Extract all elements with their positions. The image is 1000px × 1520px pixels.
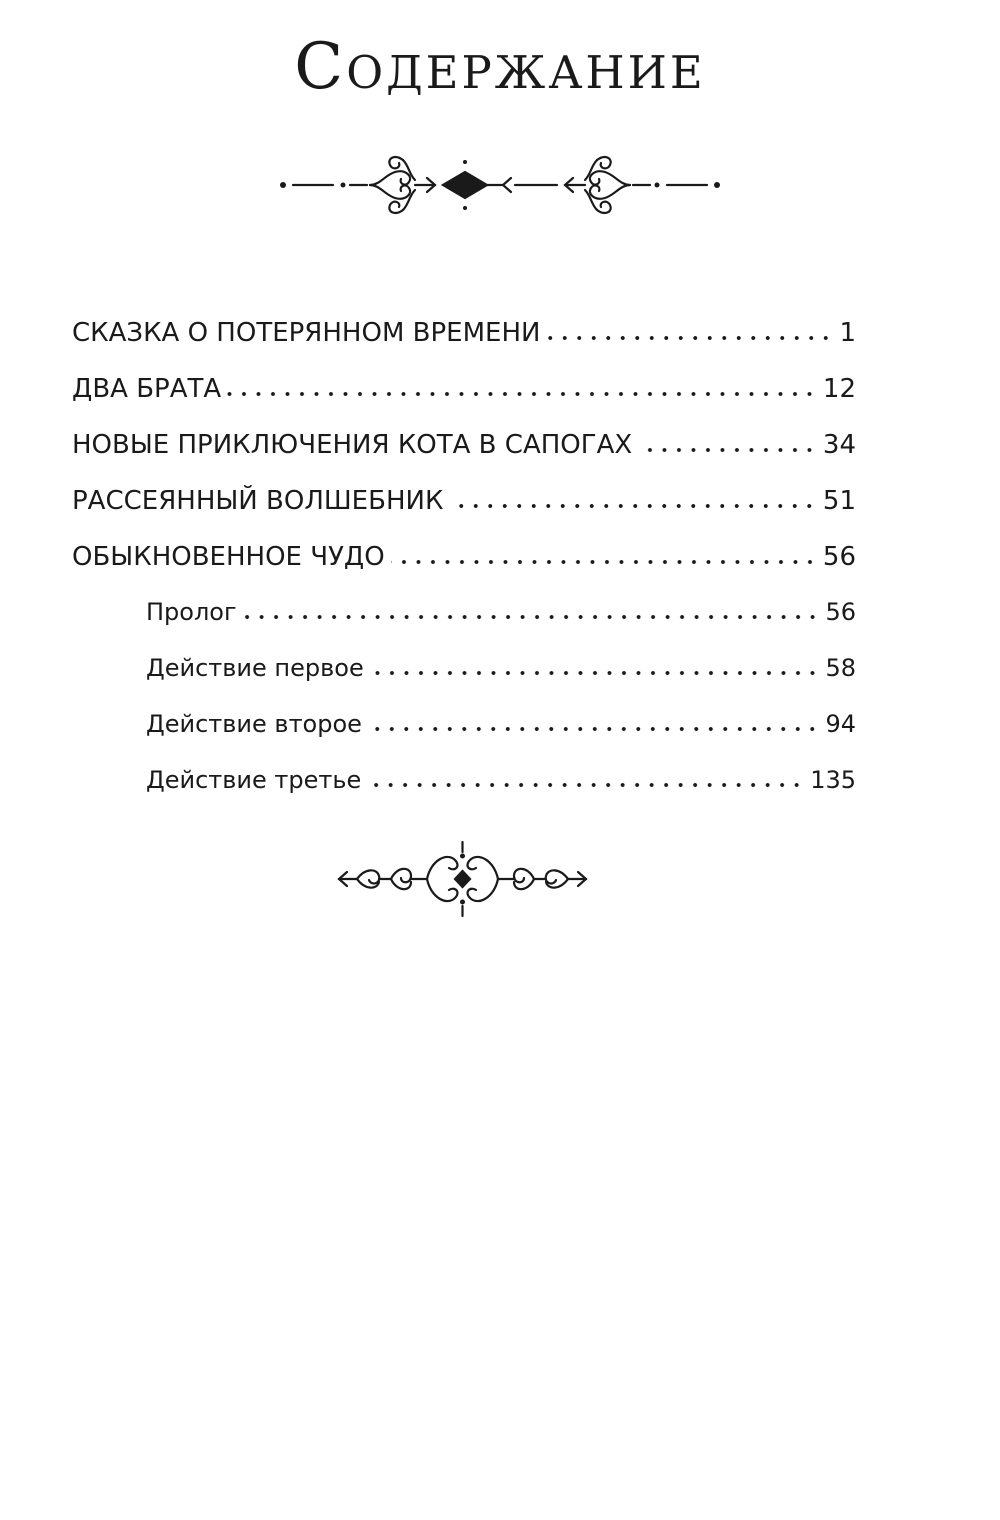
dot-leader [546,336,833,340]
page-title: Содержание [294,30,706,104]
scroll-ornament-icon [335,838,590,920]
table-of-contents [72,318,856,822]
toc-subentry-title: Действие третье [146,766,362,794]
toc-entry-page: 51 [822,486,856,516]
toc-entry-page: 1 [839,318,856,348]
toc-entry-page: 34 [822,430,856,460]
toc-entry[interactable] [72,374,856,430]
toc-subentry[interactable] [72,598,856,654]
toc-entry-title: НОВЫЕ ПРИКЛЮЧЕНИЯ КОТА В САПОГАХ [72,430,633,460]
toc-entry-title: РАССЕЯННЫЙ ВОЛШЕБНИК [72,486,444,516]
toc-entry-page: 56 [822,542,856,572]
toc-entry[interactable] [72,430,856,486]
dot-leader [367,783,804,787]
toc-subentry-page: 135 [810,766,856,794]
dot-leader [370,671,820,675]
toc-entry[interactable] [72,486,856,542]
toc-entry-title: ДВА БРАТА [72,374,222,404]
toc-subentry-page: 58 [825,654,856,682]
dot-leader [227,392,817,396]
toc-entry[interactable] [72,318,856,374]
toc-subentry[interactable] [72,654,856,710]
toc-entry-title: ОБЫКНОВЕННОЕ ЧУДО [72,542,385,572]
toc-entry[interactable] [72,542,856,598]
toc-subentry-title: Действие первое [146,654,364,682]
toc-entry-page: 12 [822,374,856,404]
toc-subentry[interactable] [72,710,856,766]
toc-subentry-page: 56 [825,598,856,626]
toc-subentry-page: 94 [825,710,856,738]
toc-entry-title: СКАЗКА О ПОТЕРЯННОМ ВРЕМЕНИ [72,318,541,348]
dot-leader [368,727,820,731]
dot-leader [391,560,817,564]
toc-subentry-title: Действие второе [146,710,362,738]
dot-leader [243,615,820,619]
flourish-divider-icon [275,140,725,230]
dot-leader [638,448,817,452]
dot-leader [449,504,817,508]
toc-subentry[interactable] [72,766,856,822]
toc-subentry-title: Пролог [146,598,237,626]
